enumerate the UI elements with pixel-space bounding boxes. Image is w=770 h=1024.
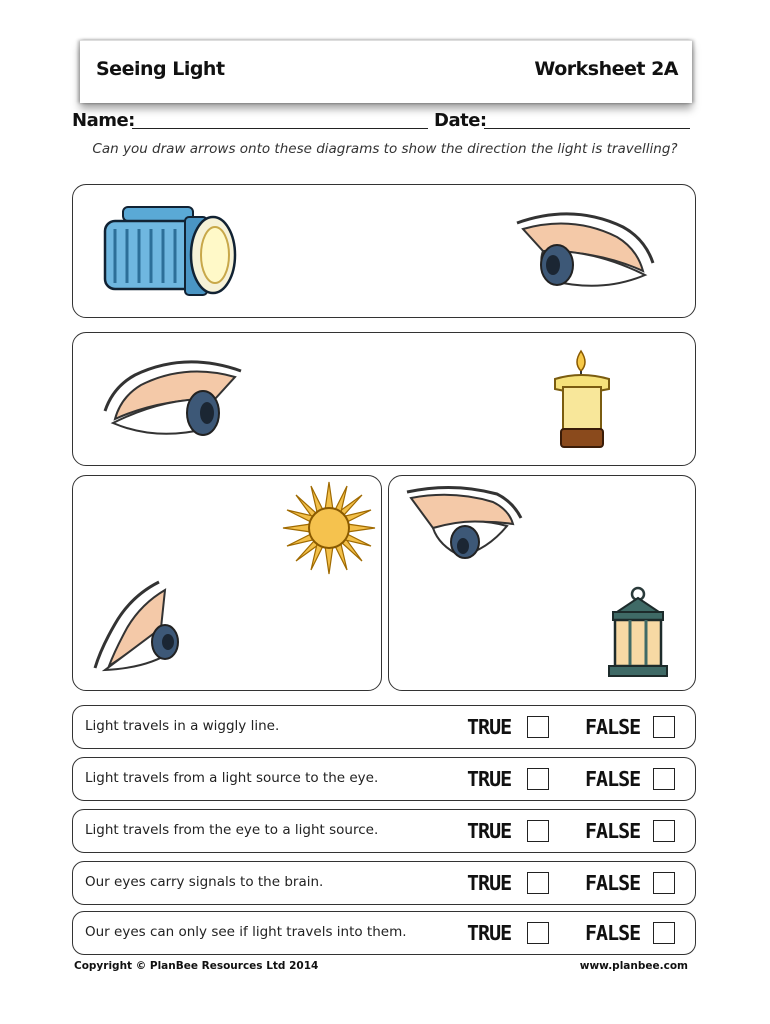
statement-row xyxy=(72,809,696,853)
statement-row xyxy=(72,757,696,801)
statement-row xyxy=(72,861,696,905)
copyright-text: Copyright © PlanBee Resources Ltd 2014 xyxy=(74,960,319,972)
true-label: TRUE xyxy=(467,819,512,843)
false-checkbox[interactable] xyxy=(653,922,675,944)
statement-row xyxy=(72,705,696,749)
statement-row xyxy=(72,911,696,955)
false-label: FALSE xyxy=(585,819,641,843)
false-checkbox[interactable] xyxy=(653,820,675,842)
true-label: TRUE xyxy=(467,871,512,895)
torch-icon xyxy=(101,199,241,303)
false-label: FALSE xyxy=(585,715,641,739)
statement-text: Our eyes carry signals to the brain. xyxy=(85,874,324,890)
candle-icon xyxy=(547,349,617,453)
diagram-panel-sun[interactable] xyxy=(72,475,382,691)
statement-text: Our eyes can only see if light travels into them. xyxy=(85,924,407,940)
name-field[interactable] xyxy=(132,128,428,129)
diagram-panel-torch[interactable] xyxy=(72,184,696,318)
true-label: TRUE xyxy=(467,767,512,791)
false-checkbox[interactable] xyxy=(653,768,675,790)
statement-text: Light travels from a light source to the eye. xyxy=(85,770,379,786)
true-checkbox[interactable] xyxy=(527,872,549,894)
diagram-panel-lantern[interactable] xyxy=(388,475,696,691)
statement-text: Light travels in a wiggly line. xyxy=(85,718,280,734)
eye-icon xyxy=(95,349,245,449)
date-label: Date: xyxy=(434,110,487,131)
false-label: FALSE xyxy=(585,921,641,945)
name-label: Name: xyxy=(72,110,135,131)
worksheet-number: Worksheet 2A xyxy=(534,58,678,80)
true-label: TRUE xyxy=(467,715,512,739)
false-checkbox[interactable] xyxy=(653,872,675,894)
lantern-icon xyxy=(603,586,673,682)
false-label: FALSE xyxy=(585,767,641,791)
eye-icon xyxy=(513,201,663,297)
true-checkbox[interactable] xyxy=(527,922,549,944)
statement-text: Light travels from the eye to a light source. xyxy=(85,822,379,838)
website-link[interactable]: www.planbee.com xyxy=(579,960,688,972)
worksheet-title: Seeing Light xyxy=(96,58,225,80)
true-checkbox[interactable] xyxy=(527,820,549,842)
true-checkbox[interactable] xyxy=(527,716,549,738)
false-label: FALSE xyxy=(585,871,641,895)
instruction-text: Can you draw arrows onto these diagrams to show the direction the light is travelling? xyxy=(92,141,678,157)
eye-icon xyxy=(91,576,201,676)
date-field[interactable] xyxy=(484,128,690,129)
sun-icon xyxy=(281,480,377,576)
diagram-panel-candle[interactable] xyxy=(72,332,696,466)
eye-icon xyxy=(403,484,527,566)
false-checkbox[interactable] xyxy=(653,716,675,738)
true-label: TRUE xyxy=(467,921,512,945)
true-checkbox[interactable] xyxy=(527,768,549,790)
